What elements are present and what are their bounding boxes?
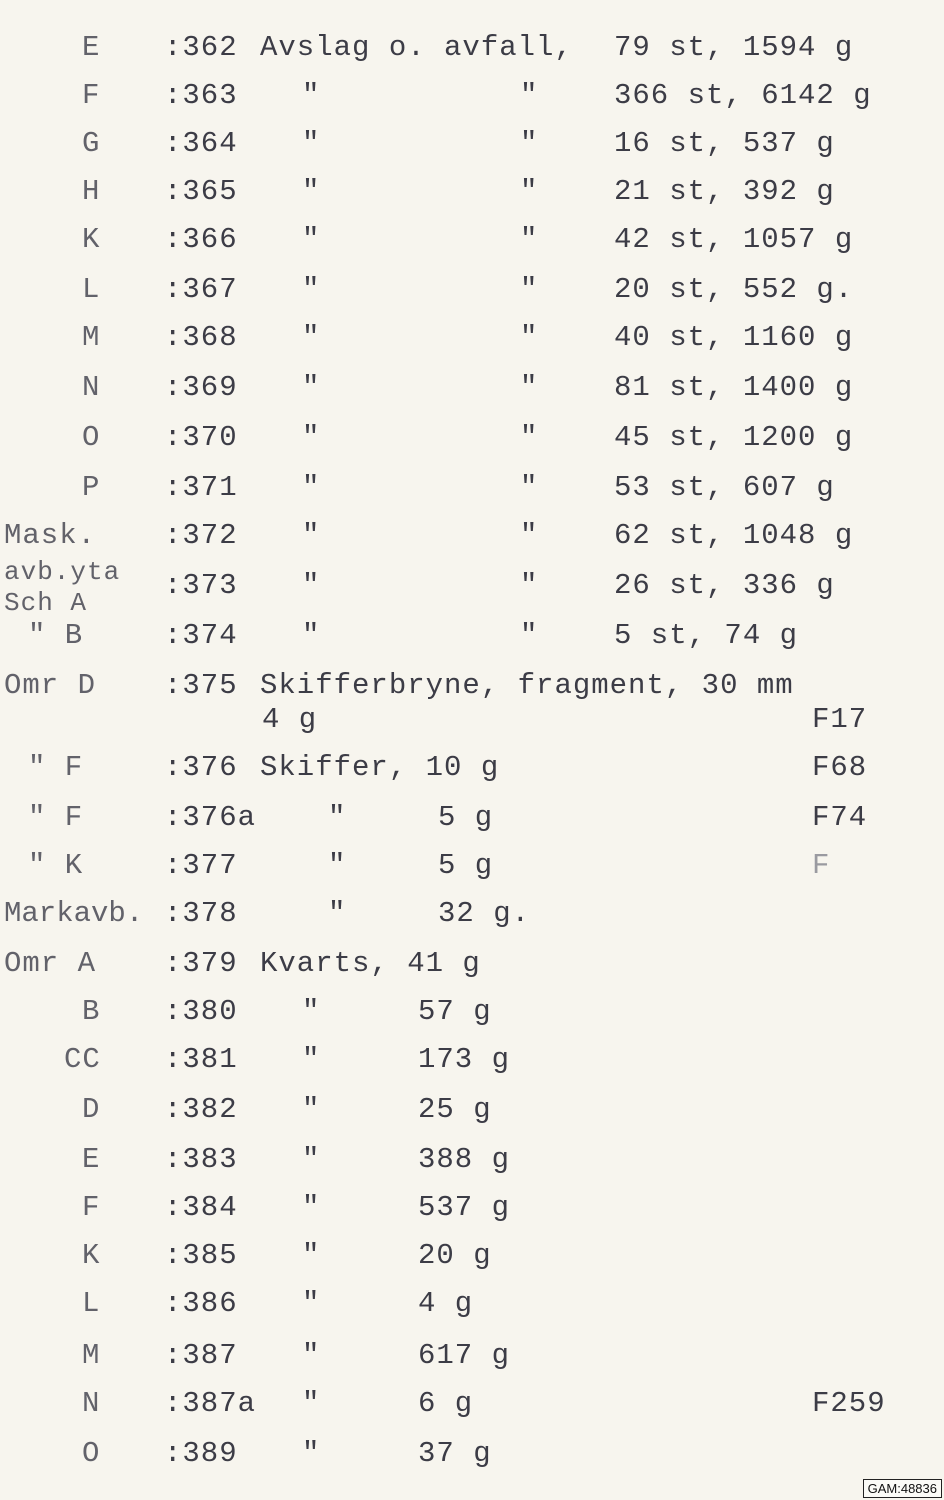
catalogue-row-375-continuation bbox=[0, 700, 944, 740]
row-prefix: " K bbox=[28, 849, 84, 882]
row-prefix: F bbox=[82, 1191, 101, 1224]
ditto-mark: " bbox=[302, 1387, 321, 1420]
row-number: :370 bbox=[164, 421, 238, 454]
catalogue-row-371 bbox=[0, 468, 944, 508]
ditto-mark: " bbox=[520, 371, 539, 404]
catalogue-row-372 bbox=[0, 516, 944, 556]
row-number: :371 bbox=[164, 471, 238, 504]
row-prefix: K bbox=[82, 223, 101, 256]
row-number: :385 bbox=[164, 1239, 238, 1272]
row-quantity: 57 g bbox=[418, 995, 492, 1028]
row-quantity: 5 g bbox=[438, 849, 494, 882]
row-quantity: 45 st, 1200 g bbox=[614, 421, 854, 454]
row-number: :387 bbox=[164, 1339, 238, 1372]
ditto-mark: " bbox=[328, 897, 347, 930]
find-reference: F17 bbox=[812, 703, 868, 736]
catalogue-row-373 bbox=[0, 557, 944, 618]
row-number: :362 bbox=[164, 31, 238, 64]
ditto-mark: " bbox=[302, 223, 321, 256]
ditto-mark: " bbox=[302, 127, 321, 160]
row-number: :383 bbox=[164, 1143, 238, 1176]
row-prefix: H bbox=[82, 175, 101, 208]
row-quantity: 20 g bbox=[418, 1239, 492, 1272]
row-number: :368 bbox=[164, 321, 238, 354]
row-prefix: Omr D bbox=[4, 669, 97, 702]
find-reference: F259 bbox=[812, 1387, 886, 1420]
catalogue-row-387a bbox=[0, 1384, 944, 1424]
row-quantity: 5 st, 74 g bbox=[614, 619, 799, 652]
catalogue-row-362 bbox=[0, 28, 944, 68]
find-reference: F74 bbox=[812, 801, 868, 834]
catalogue-row-376a bbox=[0, 798, 944, 838]
catalogue-row-387 bbox=[0, 1336, 944, 1376]
ditto-mark: " bbox=[520, 421, 539, 454]
ditto-mark: " bbox=[302, 1239, 321, 1272]
catalogue-row-377 bbox=[0, 846, 944, 886]
ditto-mark: " bbox=[302, 273, 321, 306]
row-prefix: L bbox=[82, 273, 101, 306]
row-number: :366 bbox=[164, 223, 238, 256]
row-number: :374 bbox=[164, 619, 238, 652]
ditto-mark: " bbox=[302, 1043, 321, 1076]
ditto-mark: " bbox=[520, 569, 539, 602]
archive-id-label: GAM:48836 bbox=[863, 1479, 942, 1498]
catalogue-row-380 bbox=[0, 992, 944, 1032]
row-number: :387a bbox=[164, 1387, 257, 1420]
row-quantity: 25 g bbox=[418, 1093, 492, 1126]
row-number: :364 bbox=[164, 127, 238, 160]
ditto-mark: " bbox=[302, 1143, 321, 1176]
row-quantity: 6 g bbox=[418, 1387, 474, 1420]
row-prefix: K bbox=[82, 1239, 101, 1272]
row-quantity: 40 st, 1160 g bbox=[614, 321, 854, 354]
catalogue-row-368 bbox=[0, 318, 944, 358]
catalogue-row-369 bbox=[0, 368, 944, 408]
catalogue-row-365 bbox=[0, 172, 944, 212]
row-quantity: 617 g bbox=[418, 1339, 511, 1372]
catalogue-row-367 bbox=[0, 270, 944, 310]
find-reference: F68 bbox=[812, 751, 868, 784]
catalogue-row-378 bbox=[0, 894, 944, 934]
row-number: :376a bbox=[164, 801, 257, 834]
ditto-mark: " bbox=[302, 321, 321, 354]
ditto-mark: " bbox=[302, 79, 321, 112]
row-quantity: 4 g bbox=[418, 1287, 474, 1320]
row-quantity: 5 g bbox=[438, 801, 494, 834]
row-number: :365 bbox=[164, 175, 238, 208]
ditto-mark: " bbox=[302, 1191, 321, 1224]
ditto-mark: " bbox=[302, 1093, 321, 1126]
ditto-mark: " bbox=[302, 1287, 321, 1320]
row-number: :367 bbox=[164, 273, 238, 306]
row-prefix: CC bbox=[64, 1043, 101, 1076]
row-quantity: 32 g. bbox=[438, 897, 531, 930]
row-quantity: 42 st, 1057 g bbox=[614, 223, 854, 256]
row-number: :376 bbox=[164, 751, 238, 784]
row-quantity: 79 st, 1594 g bbox=[614, 31, 854, 64]
row-prefix-line2: Sch A bbox=[4, 588, 88, 618]
row-quantity: 62 st, 1048 g bbox=[614, 519, 854, 552]
catalogue-row-383 bbox=[0, 1140, 944, 1180]
row-number: :384 bbox=[164, 1191, 238, 1224]
ditto-mark: " bbox=[302, 995, 321, 1028]
catalogue-row-381 bbox=[0, 1040, 944, 1080]
row-quantity: 173 g bbox=[418, 1043, 511, 1076]
row-prefix: O bbox=[82, 1437, 101, 1470]
row-description: Skifferbryne, fragment, 30 mm bbox=[260, 669, 794, 702]
row-prefix: Mask. bbox=[4, 519, 97, 552]
row-description: Avslag o. avfall, bbox=[260, 31, 573, 64]
row-prefix: Omr A bbox=[4, 947, 97, 980]
row-prefix: E bbox=[82, 31, 101, 64]
ditto-mark: " bbox=[302, 519, 321, 552]
row-prefix: E bbox=[82, 1143, 101, 1176]
row-prefix: M bbox=[82, 1339, 101, 1372]
ditto-mark: " bbox=[520, 175, 539, 208]
ditto-mark: " bbox=[302, 175, 321, 208]
row-prefix: N bbox=[82, 371, 101, 404]
row-quantity: 26 st, 336 g bbox=[614, 569, 835, 602]
row-quantity: 366 st, 6142 g bbox=[614, 79, 872, 112]
ditto-mark: " bbox=[520, 619, 539, 652]
ditto-mark: " bbox=[302, 371, 321, 404]
row-number: :381 bbox=[164, 1043, 238, 1076]
row-weight: 4 g bbox=[262, 703, 318, 736]
catalogue-row-374 bbox=[0, 616, 944, 656]
row-number: :389 bbox=[164, 1437, 238, 1470]
row-quantity: 81 st, 1400 g bbox=[614, 371, 854, 404]
row-number: :382 bbox=[164, 1093, 238, 1126]
row-prefix: B bbox=[82, 995, 101, 1028]
ditto-mark: " bbox=[328, 849, 347, 882]
row-number: :369 bbox=[164, 371, 238, 404]
ditto-mark: " bbox=[302, 471, 321, 504]
row-prefix: " F bbox=[28, 801, 84, 834]
ditto-mark: " bbox=[302, 1437, 321, 1470]
ditto-mark: " bbox=[520, 273, 539, 306]
ditto-mark: " bbox=[328, 801, 347, 834]
row-prefix: D bbox=[82, 1093, 101, 1126]
catalogue-row-364 bbox=[0, 124, 944, 164]
find-reference: F bbox=[812, 849, 831, 882]
ditto-mark: " bbox=[520, 127, 539, 160]
row-number: :380 bbox=[164, 995, 238, 1028]
row-quantity: 37 g bbox=[418, 1437, 492, 1470]
row-number: :372 bbox=[164, 519, 238, 552]
ditto-mark: " bbox=[520, 471, 539, 504]
row-quantity: 53 st, 607 g bbox=[614, 471, 835, 504]
ditto-mark: " bbox=[302, 421, 321, 454]
row-prefix: F bbox=[82, 79, 101, 112]
row-prefix: G bbox=[82, 127, 101, 160]
row-prefix: " B bbox=[28, 619, 84, 652]
row-number: :377 bbox=[164, 849, 238, 882]
row-prefix: Markavb. bbox=[4, 897, 144, 930]
ditto-mark: " bbox=[520, 321, 539, 354]
row-quantity: 21 st, 392 g bbox=[614, 175, 835, 208]
ditto-mark: " bbox=[520, 79, 539, 112]
row-number: :373 bbox=[164, 569, 238, 602]
catalogue-row-366 bbox=[0, 220, 944, 260]
row-prefix: L bbox=[82, 1287, 101, 1320]
row-prefix: O bbox=[82, 421, 101, 454]
row-quantity: 388 g bbox=[418, 1143, 511, 1176]
ditto-mark: " bbox=[520, 223, 539, 256]
catalogue-row-385 bbox=[0, 1236, 944, 1276]
catalogue-row-386 bbox=[0, 1284, 944, 1324]
row-number: :378 bbox=[164, 897, 238, 930]
catalogue-row-384 bbox=[0, 1188, 944, 1228]
row-quantity: 20 st, 552 g. bbox=[614, 273, 854, 306]
catalogue-row-382 bbox=[0, 1090, 944, 1130]
ditto-mark: " bbox=[302, 1339, 321, 1372]
catalogue-row-370 bbox=[0, 418, 944, 458]
catalogue-row-379 bbox=[0, 944, 944, 984]
catalogue-row-363 bbox=[0, 76, 944, 116]
ditto-mark: " bbox=[520, 519, 539, 552]
row-prefix: N bbox=[82, 1387, 101, 1420]
catalogue-row-376 bbox=[0, 748, 944, 788]
row-prefix: M bbox=[82, 321, 101, 354]
row-quantity: 537 g bbox=[418, 1191, 511, 1224]
row-number: :386 bbox=[164, 1287, 238, 1320]
row-prefix-line1: avb.yta bbox=[4, 557, 121, 587]
row-number: :363 bbox=[164, 79, 238, 112]
ditto-mark: " bbox=[302, 569, 321, 602]
catalogue-row-389 bbox=[0, 1434, 944, 1474]
row-number: :375 bbox=[164, 669, 238, 702]
row-prefix: " F bbox=[28, 751, 84, 784]
row-description: Kvarts, 41 g bbox=[260, 947, 481, 980]
row-number: :379 bbox=[164, 947, 238, 980]
row-quantity: 16 st, 537 g bbox=[614, 127, 835, 160]
row-description: Skiffer, 10 g bbox=[260, 751, 500, 784]
row-prefix: P bbox=[82, 471, 101, 504]
ditto-mark: " bbox=[302, 619, 321, 652]
